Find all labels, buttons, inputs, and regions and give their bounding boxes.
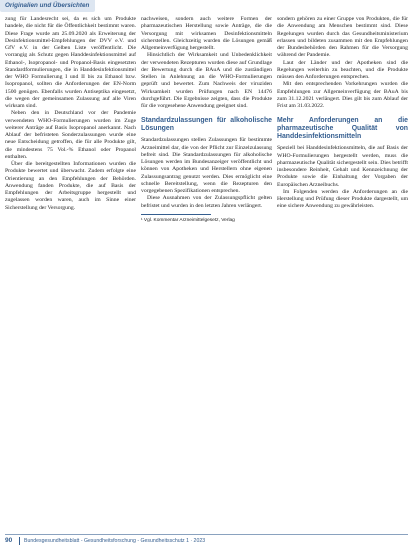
column-3-paragraphs [277, 16, 408, 110]
section-label: Originalien und Übersichten [5, 2, 90, 9]
paragraph: Hinsichtlich der Wirksamkeit und Unbedenklichkeit der verwendeten Rezepturen wurden diese auf Grundlage der Bewertung durch die BAuA und die zuständigen Stellen in Anlehnung an die WHO-Formulierungen geprüft und bewertet. Zum Nachweis der viruziden Wirksamkeit wurden Prüfungen nach EN 14476 durchgeführt. Die Ergebnisse zeigten, dass die Produkte für die vorgesehene Anwendung geeignet sind. [141, 52, 272, 109]
column-2 [141, 16, 272, 224]
column-1 [5, 16, 136, 212]
paragraph: Im Folgenden werden die Anforderungen an die Herstellung und Prüfung dieser Produkte dargestellt, um eine sichere Anwendung zu gewährleisten. [277, 188, 408, 210]
page-footer [5, 534, 408, 548]
column-3 [277, 16, 408, 211]
footer-separator [19, 537, 20, 545]
paragraph: sondern gehören zu einer Gruppe von Produkten, die für die Anwendung am Menschen bestimmt sind. Diese Regelungen wurden durch das Gesundheitsministerium erlassen und bildeten zusammen mit den Empfehlungen der Bundesbehörden den Rahmen für die Versorgung während der Pandemie. [277, 16, 408, 59]
paragraph: Über die bereitgestellten Informationen wurden die Produkte bewertet und überwacht. Zudem erfolgte eine Orientierung an den Empfehlungen der Behörden. Anwendung fanden Produkte, die auf Basis der Empfehlungen der Arbeitsgruppe hergestellt und zugelassen worden waren, auch im Sinne einer Sicherstellung der Versorgung. [5, 161, 136, 211]
paragraph: zung für Landesrecht sei, da es sich um Produkte handele, die nicht für die Öffentlichkeit bestimmt waren. Diese Frage wurde am 25.09.2020 als Erweiterung der Desinfektionsmittel-Empfehlungen der DVV e.V. und GfV e.V. in der Gelben Liste veröffentlicht. Die vorrangig als Schutz gegen Handdesinfektionsmittel auf Ethanol-, Isopropanol- und Propanol-Basis eingesetzten Standardformulierungen, die in Handdesinfektionsmittel der WHO Formulierung I und II bis zu Ethanol bzw. Isopropanol, sollten die Anforderungen der EN-Norm 1500 genügen. Ebenfalls wurden Antiseptika eingesetzt, die wegen der gemeinsamen Zulassung auf alle Viren wirksam sind. [5, 16, 136, 109]
journal-citation: Bundesgesundheitsblatt - Gesundheitsforschung - Gesundheitsschutz 1 · 2023 [24, 537, 206, 544]
column-1-paragraphs [5, 16, 136, 212]
section-label-tab [0, 0, 95, 12]
paragraph: Neben den in Deutschland vor der Pandemie verwendeten WHO-Formulierungen wurden im Zuge weiterer Anträge auf Basis Isopropanol anerkannt. Nach Ablauf der befristeten Sonderzulassungen wurde eine neue Entscheidung getroffen, die für alle Produkte gilt, die mindestens 75 Vol.-% Ethanol oder Propanol enthalten. [5, 110, 136, 160]
paragraph: Standardzulassungen stellen Zulassungen für bestimmte Arzneimittel dar, die von der Pflicht zur Einzelzulassung befreit sind. Die Standardzulassungen für alkoholische Lösungen werden im Bundesanzeiger veröffentlicht und können von Apotheken und Herstellern ohne eigenen Zulassungsantrag genutzt werden. Dies ermöglicht eine schnelle Bereitstellung, wenn die Rezepturen den vorgegebenen Spezifikationen entsprechen. [141, 137, 272, 194]
footnote-rule [141, 214, 211, 215]
paragraph: Diese Ausnahmen von der Zulassungspflicht gelten befristet und wurden in den letzten Jahren verlängert. [141, 195, 272, 209]
column-3-paragraphs-after [277, 145, 408, 210]
paragraph: Laut der Länder und der Apotheken sind die Regelungen weiterhin zu beachten, und die Produkte müssen den Anforderungen entsprechen. [277, 59, 408, 80]
page-number: 90 [5, 537, 13, 544]
column-2-paragraphs [141, 16, 272, 110]
subheading-anforderungen: Mehr Anforderungen an die pharmazeutische Qualität von Handdesinfektionsmitteln [277, 117, 408, 141]
paragraph: nachweisen, sondern auch weitere Formen der pharmazeutischen Herstellung sowie Anträge, die die Versorgung mit wirksamen Desinfektionsmitteln sicherstellen. Gleichzeitig wurden die Lösungen gemäß Allgemeinverfügung hergestellt. [141, 16, 272, 51]
paragraph: Speziell bei Handdesinfektionsmitteln, die auf Basis der WHO-Formulierungen hergestellt werden, muss die pharmazeutische Qualität sichergestellt sein. Dies betrifft insbesondere Reinheit, Gehalt und Kennzeichnung der Produkte sowie die Einhaltung der Vorgaben der Europäischen Arzneibuchs. [277, 145, 408, 188]
footnote: ¹ Vgl. Kommentar Arzneimittelgesetz, Verlag [141, 217, 235, 223]
subheading-standardzulassungen: Standardzulassungen für alkoholische Lösungen [141, 117, 272, 133]
column-2-paragraphs-after [141, 137, 272, 210]
paragraph: Mit den entsprechenden Vorkehrungen wurden die Empfehlungen zur Allgemeinverfügung der BAuA bis zum 31.12.2021 verlängert. Dies gilt bis zum Ablauf der Frist am 31.03.2022. [277, 81, 408, 109]
footer-rule [5, 534, 408, 535]
